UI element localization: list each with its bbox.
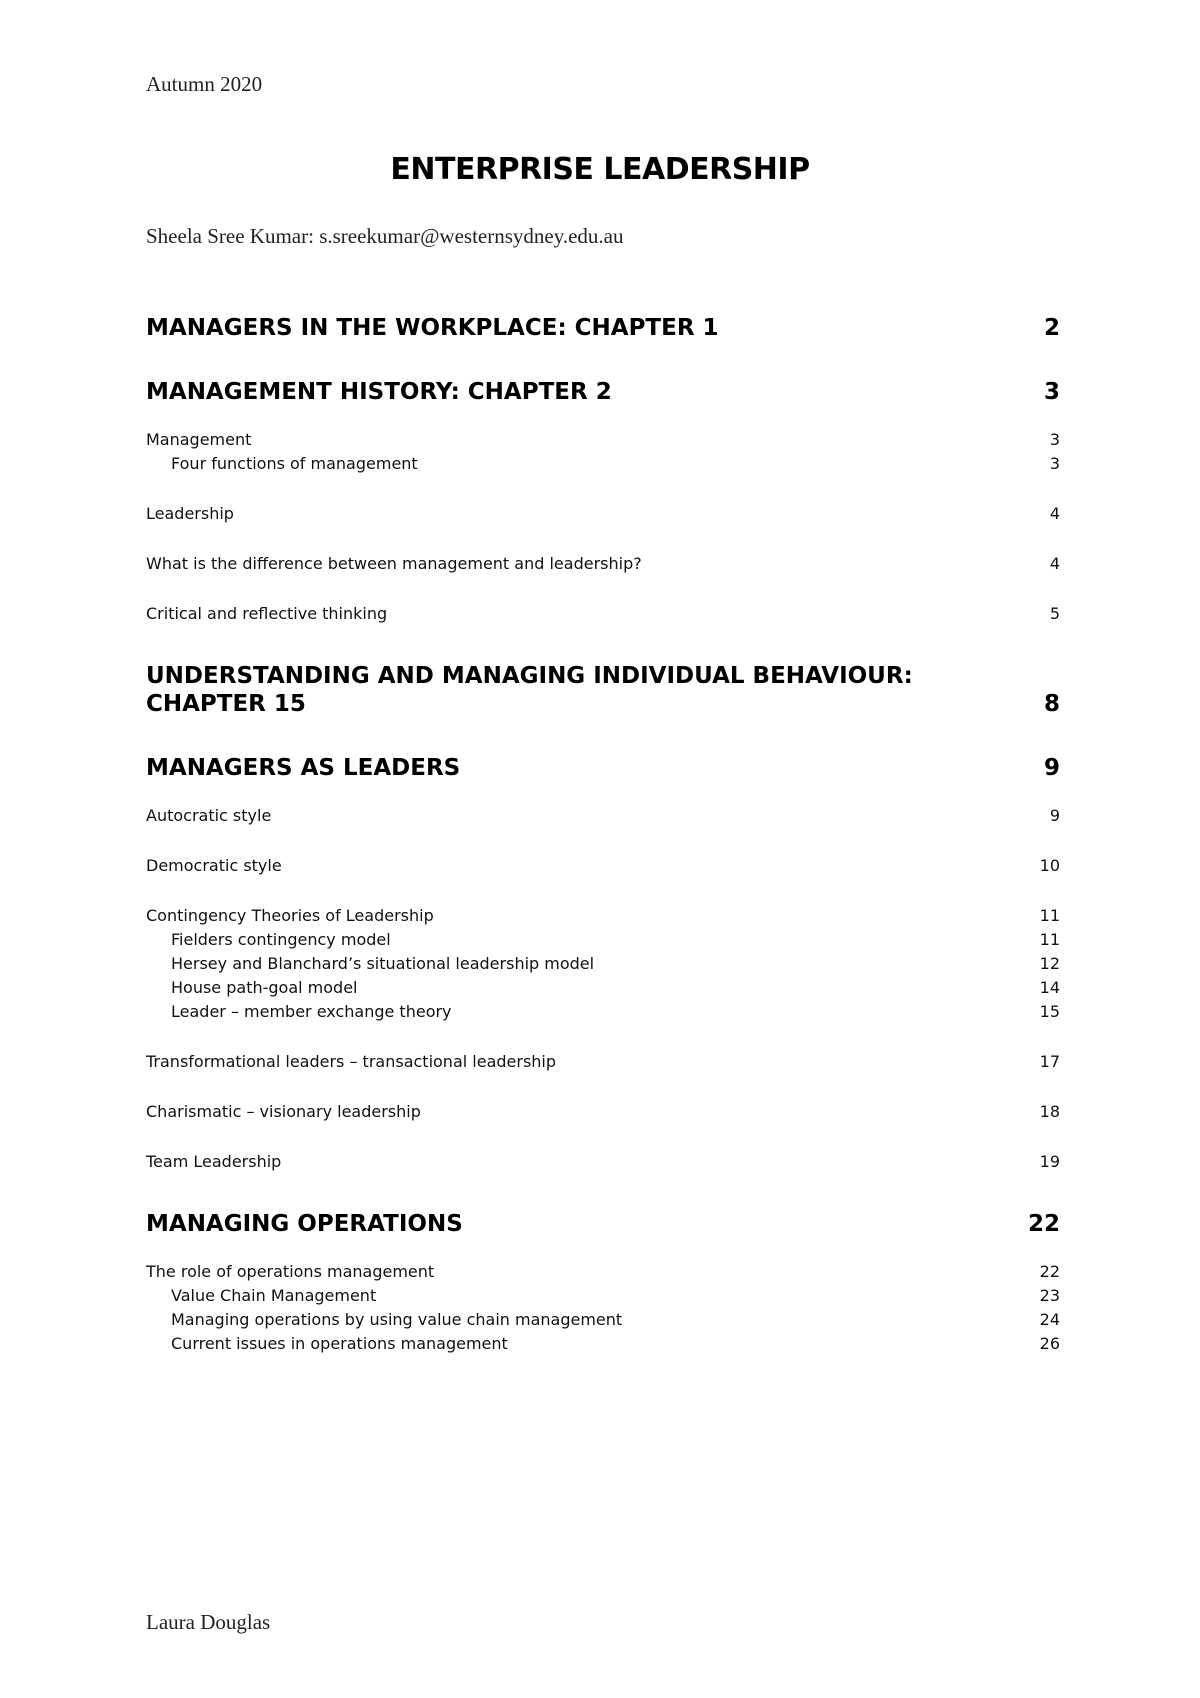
toc-chapter-entry[interactable] xyxy=(146,314,1060,342)
toc-subsection-group xyxy=(146,428,1060,476)
toc-subsubsection-entry-page-number: 24 xyxy=(1039,1310,1060,1329)
toc-section xyxy=(146,314,1060,342)
toc-subsection-entry[interactable] xyxy=(146,854,1060,878)
toc-subsubsection-entry-page-number: 15 xyxy=(1039,1002,1060,1021)
toc-subsubsection-entry[interactable] xyxy=(146,452,1060,476)
toc-subsubsection-entry[interactable] xyxy=(146,1000,1060,1024)
toc-subsubsection-entry[interactable] xyxy=(146,1332,1060,1356)
toc-subsection-group xyxy=(146,1100,1060,1124)
toc-subsection-entry-page-number: 19 xyxy=(1039,1152,1060,1171)
toc-subsection-entry-page-number: 3 xyxy=(1049,430,1060,449)
toc-subsection-entry-page-number: 11 xyxy=(1039,906,1060,925)
toc-subsection-entry-page-number: 5 xyxy=(1049,604,1060,623)
toc-subsubsection-entry-label: Managing operations by using value chain management xyxy=(171,1310,623,1329)
toc-subsection-entry[interactable] xyxy=(146,1100,1060,1124)
toc-subsection-group xyxy=(146,502,1060,526)
toc-subsection-group xyxy=(146,904,1060,1024)
toc-section xyxy=(146,1210,1060,1356)
toc-subsection-group xyxy=(146,1150,1060,1174)
toc-subsection-group xyxy=(146,854,1060,878)
toc-subsection-entry-label: The role of operations management xyxy=(146,1262,435,1281)
toc-subsection-entry[interactable] xyxy=(146,904,1060,928)
toc-subsection-entry[interactable] xyxy=(146,804,1060,828)
toc-chapter-entry-label: UNDERSTANDING AND MANAGING INDIVIDUAL BEHAVIOUR: CHAPTER 15 xyxy=(146,663,913,717)
toc-subsection-group xyxy=(146,1050,1060,1074)
toc-chapter-entry-label: MANAGERS IN THE WORKPLACE: CHAPTER 1 xyxy=(146,315,719,341)
toc-chapter-entry-page-number: 3 xyxy=(1043,379,1060,405)
toc-subsection-entry-label: Team Leadership xyxy=(146,1152,282,1171)
toc-subsection-entry-label: Autocratic style xyxy=(146,806,272,825)
toc-subsection-entry[interactable] xyxy=(146,552,1060,576)
toc-subsection-entry-page-number: 18 xyxy=(1039,1102,1060,1121)
toc-subsubsection-entry-page-number: 12 xyxy=(1039,954,1060,973)
toc-subsection-entry-page-number: 10 xyxy=(1039,856,1060,875)
toc-subsection-group xyxy=(146,602,1060,626)
table-of-contents xyxy=(146,314,1060,1356)
toc-subsubsection-entry-label: Leader – member exchange theory xyxy=(171,1002,452,1021)
toc-subsubsection-entry-page-number: 14 xyxy=(1039,978,1060,997)
toc-chapter-entry-label: MANAGEMENT HISTORY: CHAPTER 2 xyxy=(146,379,612,405)
toc-subsection-entry-label: Democratic style xyxy=(146,856,282,875)
toc-subsection-entry-label: Leadership xyxy=(146,504,234,523)
toc-subsubsection-entry[interactable] xyxy=(146,1284,1060,1308)
toc-chapter-entry-page-number: 22 xyxy=(1027,1211,1060,1237)
toc-subsubsection-entry[interactable] xyxy=(146,952,1060,976)
footer-name: Laura Douglas xyxy=(146,1610,271,1634)
toc-subsubsection-entry[interactable] xyxy=(146,976,1060,1000)
toc-subsection-entry-page-number: 4 xyxy=(1049,504,1060,523)
toc-subsection-group xyxy=(146,804,1060,828)
toc-subsubsection-entry-page-number: 3 xyxy=(1049,454,1060,473)
toc-chapter-entry[interactable] xyxy=(146,662,1060,718)
toc-chapter-entry-label: MANAGERS AS LEADERS xyxy=(146,755,461,781)
toc-chapter-entry-page-number: 9 xyxy=(1043,755,1060,781)
toc-subsection-group xyxy=(146,552,1060,576)
toc-chapter-entry[interactable] xyxy=(146,378,1060,406)
toc-chapter-entry-page-number: 2 xyxy=(1043,315,1060,341)
toc-subsection-entry-page-number: 17 xyxy=(1039,1052,1060,1071)
header-term: Autumn 2020 xyxy=(146,72,263,96)
toc-subsection-entry-label: Contingency Theories of Leadership xyxy=(146,906,434,925)
toc-subsection-entry-page-number: 9 xyxy=(1049,806,1060,825)
document-title: ENTERPRISE LEADERSHIP xyxy=(390,152,810,187)
toc-chapter-entry[interactable] xyxy=(146,754,1060,782)
toc-subsection-entry-label: Critical and reflective thinking xyxy=(146,604,388,623)
toc-subsection-entry[interactable] xyxy=(146,1260,1060,1284)
toc-subsubsection-entry-label: Current issues in operations management xyxy=(171,1334,508,1353)
toc-subsection-entry-page-number: 4 xyxy=(1049,554,1060,573)
toc-section xyxy=(146,378,1060,626)
toc-chapter-entry-page-number: 8 xyxy=(1043,691,1060,717)
toc-subsection-entry-page-number: 22 xyxy=(1039,1262,1060,1281)
toc-subsection-entry-label: Transformational leaders – transactional leadership xyxy=(146,1052,557,1071)
toc-subsection-entry[interactable] xyxy=(146,428,1060,452)
toc-chapter-entry[interactable] xyxy=(146,1210,1060,1238)
toc-subsubsection-entry-label: Four functions of management xyxy=(171,454,418,473)
toc-subsection-entry[interactable] xyxy=(146,502,1060,526)
toc-subsection-entry-label: What is the difference between management and leadership? xyxy=(146,554,642,573)
toc-subsubsection-entry-page-number: 26 xyxy=(1039,1334,1060,1353)
toc-subsubsection-entry-label: Hersey and Blanchard’s situational leadership model xyxy=(171,954,595,973)
toc-subsection-entry-label: Management xyxy=(146,430,252,449)
toc-subsection-entry[interactable] xyxy=(146,1050,1060,1074)
toc-section xyxy=(146,662,1060,718)
toc-subsection-entry[interactable] xyxy=(146,1150,1060,1174)
toc-subsubsection-entry-label: Value Chain Management xyxy=(171,1286,377,1305)
toc-subsubsection-entry[interactable] xyxy=(146,1308,1060,1332)
toc-chapter-entry-label: MANAGING OPERATIONS xyxy=(146,1211,463,1237)
toc-subsubsection-entry-page-number: 11 xyxy=(1039,930,1060,949)
toc-subsubsection-entry[interactable] xyxy=(146,928,1060,952)
toc-subsubsection-entry-label: House path-goal model xyxy=(171,978,358,997)
toc-subsubsection-entry-page-number: 23 xyxy=(1039,1286,1060,1305)
toc-subsubsection-entry-label: Fielders contingency model xyxy=(171,930,391,949)
toc-subsection-entry[interactable] xyxy=(146,602,1060,626)
toc-section xyxy=(146,754,1060,1174)
toc-subsection-entry-label: Charismatic – visionary leadership xyxy=(146,1102,421,1121)
toc-subsection-group xyxy=(146,1260,1060,1356)
author-contact: Sheela Sree Kumar: s.sreekumar@westernsydney.edu.au xyxy=(146,224,624,248)
